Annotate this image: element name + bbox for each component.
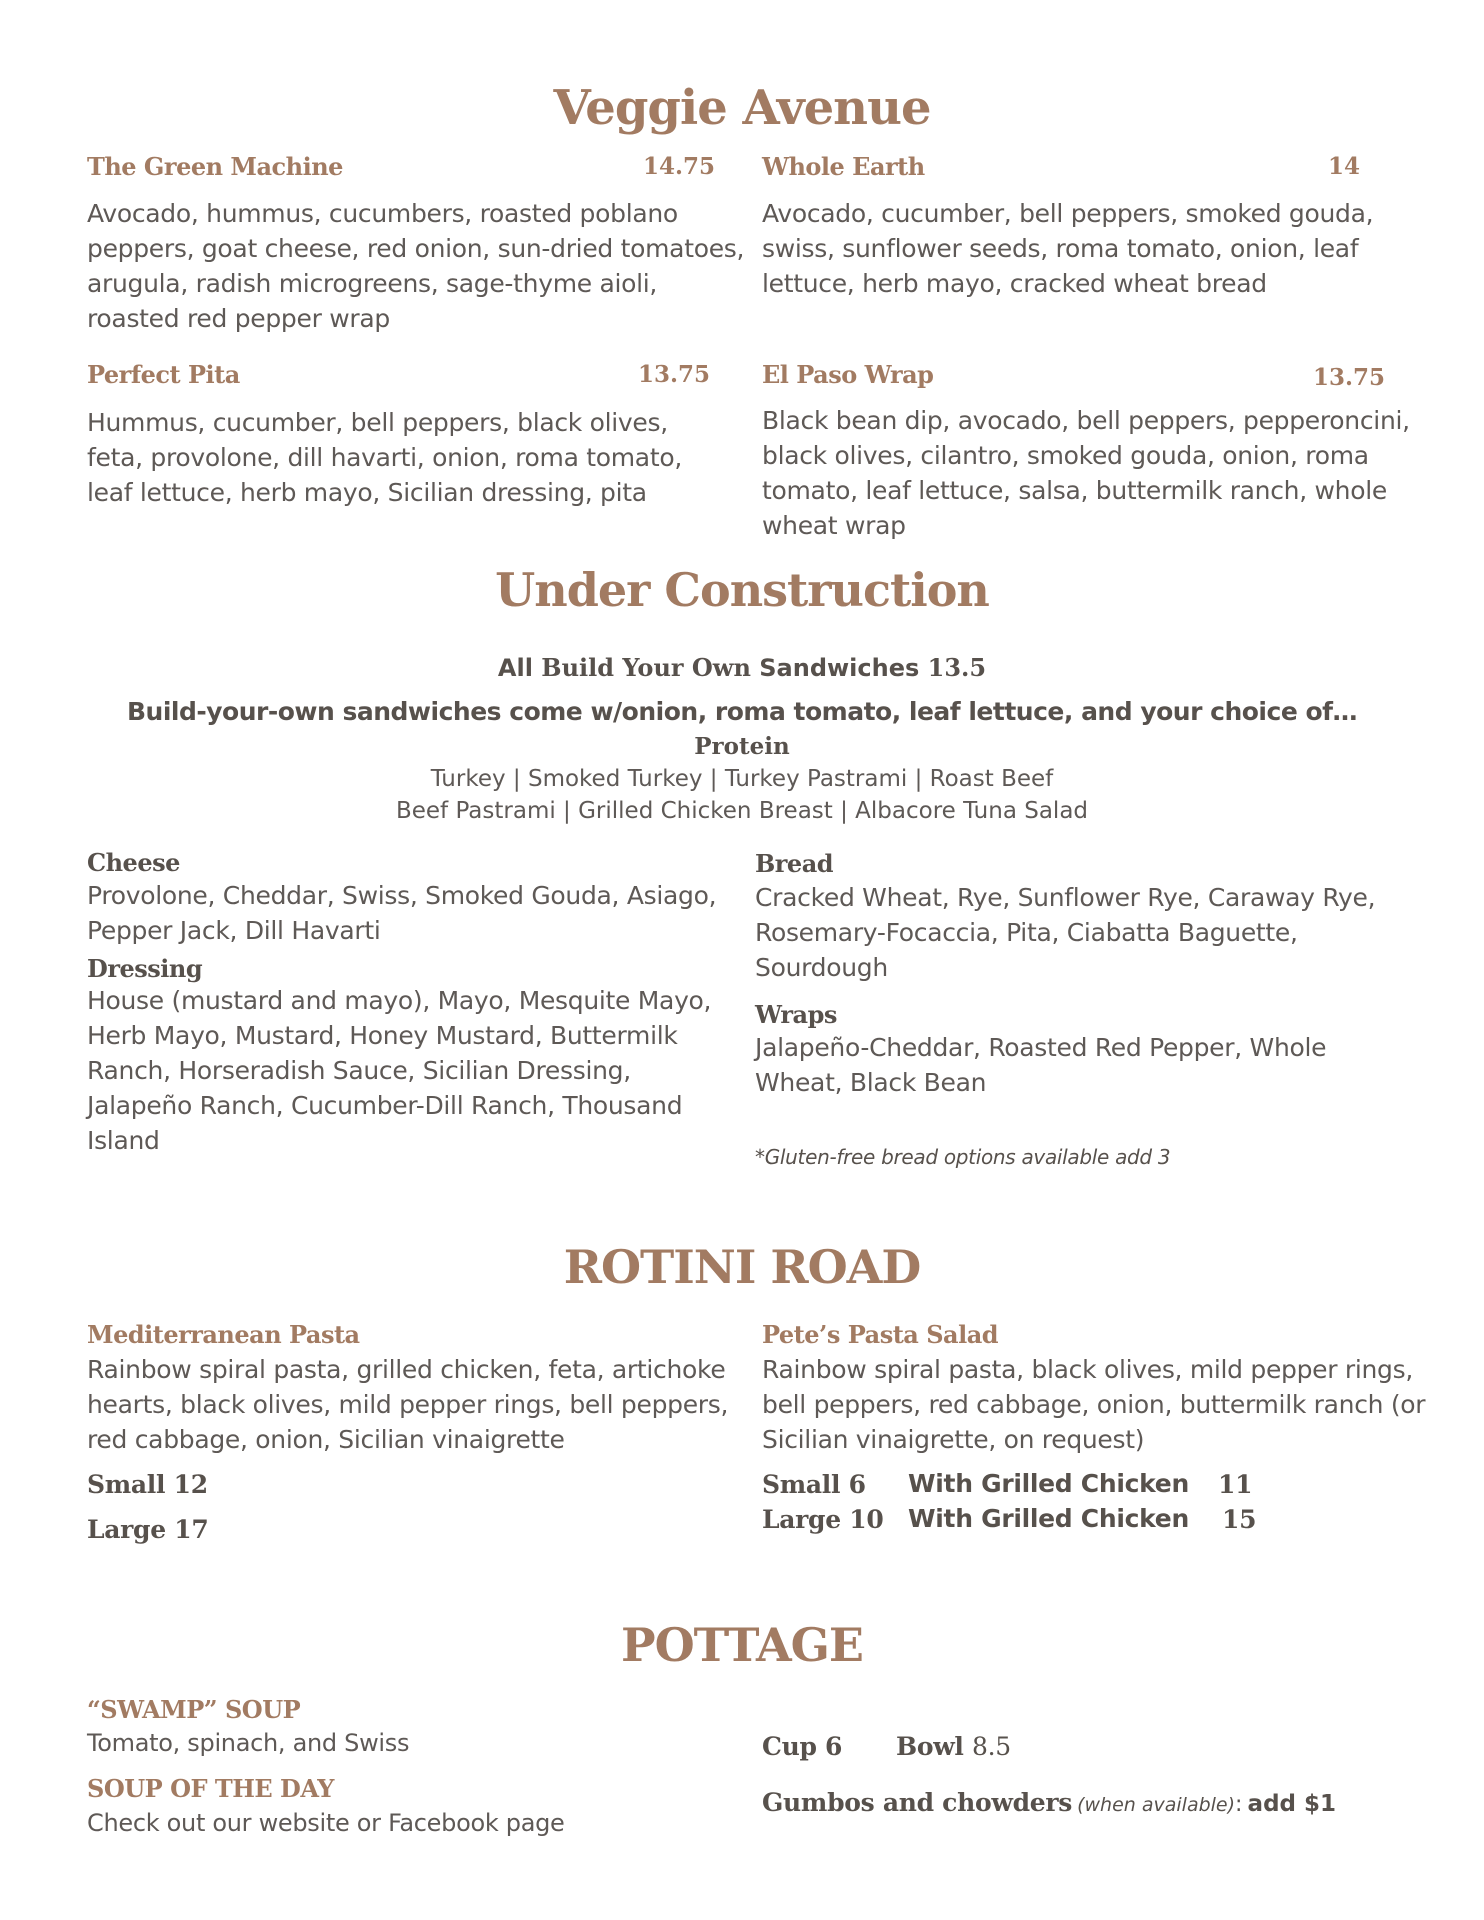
dressing-line: House (mustard and mayo), Mayo, Mesquite Mayo, xyxy=(87,986,712,1015)
desc-line: bell peppers, red cabbage, onion, buttermilk ranch (or xyxy=(762,1390,1426,1419)
item-desc-perfect-pita xyxy=(87,405,682,510)
item-desc-soup-of-the-day: Check out our website or Facebook page xyxy=(87,1809,565,1837)
item-name-petes-pasta-salad: Pete’s Pasta Salad xyxy=(762,1320,999,1349)
item-price-green-machine: 14.75 xyxy=(642,153,715,180)
desc-line: red cabbage, onion, Sicilian vinaigrette xyxy=(87,1425,565,1454)
desc-line: tomato, leaf lettuce, salsa, buttermilk ranch, whole xyxy=(762,476,1387,505)
dressing-line: Ranch, Horseradish Sauce, Sicilian Dressing, xyxy=(87,1056,631,1085)
desc-line: Rainbow spiral pasta, black olives, mild pepper rings, xyxy=(762,1355,1414,1384)
soup-bowl-label: Bowl xyxy=(896,1732,964,1761)
desc-line: Sicilian vinaigrette, on request) xyxy=(762,1425,1145,1454)
item-name-perfect-pita: Perfect Pita xyxy=(87,360,240,389)
desc-line: arugula, radish microgreens, sage-thyme aioli, xyxy=(87,269,658,298)
bread-list xyxy=(755,880,1375,985)
byo-sandwiches: Sandwiches xyxy=(759,654,920,682)
item-name-green-machine: The Green Machine xyxy=(87,152,343,181)
section-title-rotini-road: ROTINI ROAD xyxy=(563,1240,921,1294)
mediterranean-small-price: Small 12 xyxy=(87,1470,208,1499)
desc-line: hearts, black olives, mild pepper rings, bell peppers, xyxy=(87,1390,729,1419)
protein-line: Turkey | Smoked Turkey | Turkey Pastrami | Roast Beef xyxy=(430,766,1054,792)
desc-line: roasted red pepper wrap xyxy=(87,304,390,333)
petes-large-chicken-price: 15 xyxy=(1222,1505,1257,1534)
item-name-soup-of-the-day: SOUP OF THE DAY xyxy=(87,1774,334,1803)
desc-line: feta, provolone, dill havarti, onion, roma tomato, xyxy=(87,443,682,472)
byo-all: All xyxy=(497,654,533,682)
wraps-line: Jalapeño-Cheddar, Roasted Red Pepper, Whole xyxy=(755,1033,1327,1062)
item-desc-green-machine xyxy=(87,196,744,336)
desc-line: Rainbow spiral pasta, grilled chicken, feta, artichoke xyxy=(87,1355,726,1384)
section-title-veggie-avenue: Veggie Avenue xyxy=(553,80,931,136)
protein-list xyxy=(0,763,1484,827)
byo-price: 13.5 xyxy=(927,653,987,682)
gumbo-add-price: add $1 xyxy=(1247,1791,1337,1817)
dressing-heading: Dressing xyxy=(87,954,203,983)
petes-large-chicken-label: With Grilled Chicken xyxy=(908,1504,1189,1533)
cheese-line: Provolone, Cheddar, Swiss, Smoked Gouda, Asiago, xyxy=(87,881,717,910)
desc-line: leaf lettuce, herb mayo, Sicilian dressing, pita xyxy=(87,478,647,507)
item-desc-mediterranean-pasta xyxy=(87,1352,728,1457)
desc-line: Avocado, hummus, cucumbers, roasted poblano xyxy=(87,199,678,228)
gumbo-colon: : xyxy=(1235,1792,1243,1817)
item-name-mediterranean-pasta: Mediterranean Pasta xyxy=(87,1320,360,1349)
section-title-under-construction: Under Construction xyxy=(495,563,989,617)
item-desc-el-paso-wrap xyxy=(762,403,1410,543)
wraps-line: Wheat, Black Bean xyxy=(755,1068,987,1097)
protein-heading: Protein xyxy=(694,733,790,760)
desc-line: peppers, goat cheese, red onion, sun-dried tomatoes, xyxy=(87,234,745,263)
soup-bowl-price xyxy=(896,1732,1011,1761)
gumbo-chowder-line xyxy=(762,1788,1336,1817)
item-name-whole-earth: Whole Earth xyxy=(762,152,925,181)
dressing-line: Island xyxy=(87,1126,160,1155)
desc-line: swiss, sunflower seeds, roma tomato, onion, leaf xyxy=(762,234,1359,263)
desc-line: lettuce, herb mayo, cracked wheat bread xyxy=(762,269,1267,298)
cheese-line: Pepper Jack, Dill Havarti xyxy=(87,916,381,945)
gumbo-note: (when available) xyxy=(1077,1794,1236,1816)
dressing-list xyxy=(87,983,711,1158)
desc-line: Hummus, cucumber, bell peppers, black olives, xyxy=(87,408,668,437)
byo-build-your-own: Build Your Own xyxy=(541,653,751,682)
wraps-heading: Wraps xyxy=(755,1000,837,1029)
dressing-line: Jalapeño Ranch, Cucumber-Dill Ranch, Thousand xyxy=(87,1091,683,1120)
gluten-free-note: *Gluten-free bread options available add 3 xyxy=(755,1145,1171,1169)
mediterranean-large-price: Large 17 xyxy=(87,1515,209,1544)
bread-line: Sourdough xyxy=(755,953,888,982)
gumbo-label: Gumbos and chowders xyxy=(762,1788,1072,1817)
item-price-perfect-pita: 13.75 xyxy=(637,361,710,388)
byo-price-line xyxy=(0,653,1484,682)
protein-line: Beef Pastrami | Grilled Chicken Breast | Albacore Tuna Salad xyxy=(395,798,1089,824)
item-desc-swamp-soup: Tomato, spinach, and Swiss xyxy=(87,1729,410,1757)
soup-cup-price: Cup 6 xyxy=(762,1732,843,1761)
desc-line: Black bean dip, avocado, bell peppers, pepperoncini, xyxy=(762,406,1410,435)
petes-small-chicken-label: With Grilled Chicken xyxy=(908,1469,1189,1498)
desc-line: wheat wrap xyxy=(762,511,906,540)
petes-small-price: Small 6 xyxy=(762,1470,866,1499)
section-title-pottage: POTTAGE xyxy=(620,1618,863,1672)
wraps-list xyxy=(755,1030,1326,1100)
bread-line: Rosemary-Focaccia, Pita, Ciabatta Baguette, xyxy=(755,918,1298,947)
petes-large-price: Large 10 xyxy=(762,1505,884,1534)
byo-intro: Build-your-own sandwiches come w/onion, roma tomato, leaf lettuce, and your choice of… xyxy=(126,697,1358,726)
item-price-el-paso-wrap: 13.75 xyxy=(1312,364,1385,391)
item-name-swamp-soup: “SWAMP” SOUP xyxy=(87,1695,301,1724)
bread-heading: Bread xyxy=(755,849,834,878)
cheese-list xyxy=(87,878,716,948)
petes-small-chicken-price: 11 xyxy=(1218,1470,1253,1499)
desc-line: Avocado, cucumber, bell peppers, smoked gouda, xyxy=(762,199,1374,228)
item-desc-whole-earth xyxy=(762,196,1373,301)
soup-bowl-value: 8.5 xyxy=(972,1732,1011,1761)
cheese-heading: Cheese xyxy=(87,848,180,877)
item-price-whole-earth: 14 xyxy=(1327,153,1360,180)
item-name-el-paso-wrap: El Paso Wrap xyxy=(762,360,934,389)
dressing-line: Herb Mayo, Mustard, Honey Mustard, Buttermilk xyxy=(87,1021,678,1050)
desc-line: black olives, cilantro, smoked gouda, onion, roma xyxy=(762,441,1369,470)
item-desc-petes-pasta-salad xyxy=(762,1352,1425,1457)
bread-line: Cracked Wheat, Rye, Sunflower Rye, Caraway Rye, xyxy=(755,883,1376,912)
